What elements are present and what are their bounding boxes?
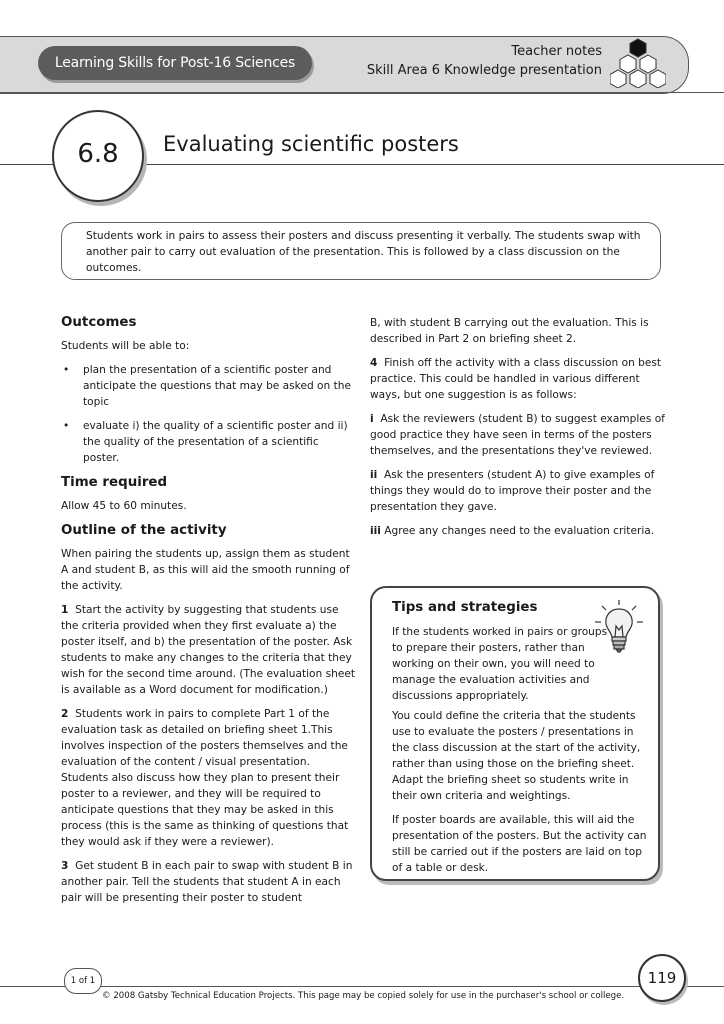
- page-of-indicator: 1 of 1: [64, 968, 102, 994]
- sub-step-text: Ask the presenters (student A) to give examples of things they would do to improve their poster and the presentation they gave.: [370, 469, 655, 513]
- sub-step-number: iii: [370, 525, 381, 537]
- step-text: Get student B in each pair to swap with student B in another pair. Tell the students that student A in each pair will be presenting their poster to student: [61, 860, 353, 904]
- step-number: 1: [61, 604, 69, 616]
- page-number: 119: [638, 954, 686, 1002]
- tips-paragraph-3: If poster boards are available, this will aid the presentation of the posters. But the activity can still be carried out if the posters are laid on top of a table or desk.: [392, 814, 647, 874]
- step-number: 4: [370, 357, 378, 369]
- sub-step-ii: [370, 467, 665, 515]
- step-1: [61, 602, 357, 698]
- outline-heading: Outline of the activity: [61, 523, 227, 538]
- left-column: [61, 314, 357, 914]
- footer-divider: [0, 986, 724, 987]
- section-number: 6.8: [52, 110, 144, 202]
- copyright-text: © 2008 Gatsby Technical Education Projects. This page may be copied solely for use in the purchaser's school or college.: [102, 991, 625, 1001]
- step-text: Students work in pairs to complete Part 1 of the evaluation task as detailed on briefing sheet 1.This involves inspection of the posters themselves and the evaluation of the content / visual presentation. Students also discuss how they plan to present their poster to a reviewer, and they will be required to anticipate questions that they may be asked in this process (this is the same as thinking of questions that they would ask if they were a reviewer).: [61, 708, 349, 848]
- teacher-notes-label: Teacher notes: [511, 44, 602, 59]
- step-number: 2: [61, 708, 69, 720]
- time-heading: Time required: [61, 475, 168, 490]
- tips-paragraph-2: You could define the criteria that the students use to evaluate the posters / presentations in the class discussion at the start of the activity, rather than using those on the briefing sheet. Adapt the briefing sheet so students write in their own criteria and weightings.: [392, 710, 641, 802]
- tips-heading: Tips and strategies: [392, 600, 538, 615]
- right-column: [370, 315, 665, 547]
- step-text: Finish off the activity with a class discussion on best practice. This could be handled in various different ways, but one suggestion is as follows:: [370, 357, 662, 401]
- step-text: Start the activity by suggesting that students use the criteria provided when they first evaluate a) the poster itself, and b) the presentation of the poster. Ask students to make any changes to the criteria that they wish for the second time around. (The evaluation sheet is available as a Word document for modification.): [61, 604, 356, 696]
- sub-step-number: ii: [370, 469, 378, 481]
- hexagon-cluster-icon: [610, 38, 666, 88]
- series-title: Learning Skills for Post-16 Sciences: [38, 46, 312, 80]
- intro-text: Students work in pairs to assess their posters and discuss presenting it verbally. The students swap with another pair to carry out evaluation of the presentation. This is followed by a class discussion on the outcomes.: [86, 230, 641, 274]
- time-text: Allow 45 to 60 minutes.: [61, 500, 187, 512]
- step-number: 3: [61, 860, 69, 872]
- step-3: [61, 858, 357, 906]
- skill-area-label: Skill Area 6 Knowledge presentation: [366, 63, 602, 78]
- outcomes-lead: Students will be able to:: [61, 340, 190, 352]
- sub-step-text: Agree any changes need to the evaluation criteria.: [384, 525, 655, 537]
- tips-body: [392, 708, 650, 884]
- step-3-continued: B, with student B carrying out the evaluation. This is described in Part 2 on briefing sheet 2.: [370, 317, 649, 345]
- step-4: [370, 355, 665, 403]
- step-2: [61, 706, 357, 850]
- tips-paragraph-1: If the students worked in pairs or groups to prepare their posters, rather than working on their own, you will need to manage the evaluation activities and discussions appropriately.: [392, 626, 608, 702]
- outcomes-list: [61, 362, 357, 466]
- list-item: • evaluate i) the quality of a scientific poster and ii) the quality of the presentation of a scientific poster.: [61, 418, 357, 466]
- intro-box: [61, 222, 661, 280]
- header-divider: [0, 92, 724, 93]
- sub-step-iii: [370, 523, 665, 539]
- page-title: Evaluating scientific posters: [163, 132, 459, 156]
- sub-step-text: Ask the reviewers (student B) to suggest examples of good practice they have seen in terms of the posters themselves, and the presentations they've reviewed.: [370, 413, 665, 457]
- tips-box: [370, 586, 660, 881]
- outcomes-heading: Outcomes: [61, 315, 137, 330]
- sub-step-number: i: [370, 413, 374, 425]
- sub-step-i: [370, 411, 665, 459]
- list-item: • plan the presentation of a scientific poster and anticipate the questions that may be asked on the topic: [61, 362, 357, 410]
- outline-intro: When pairing the students up, assign them as student A and student B, as this will aid the smooth running of the activity.: [61, 548, 350, 592]
